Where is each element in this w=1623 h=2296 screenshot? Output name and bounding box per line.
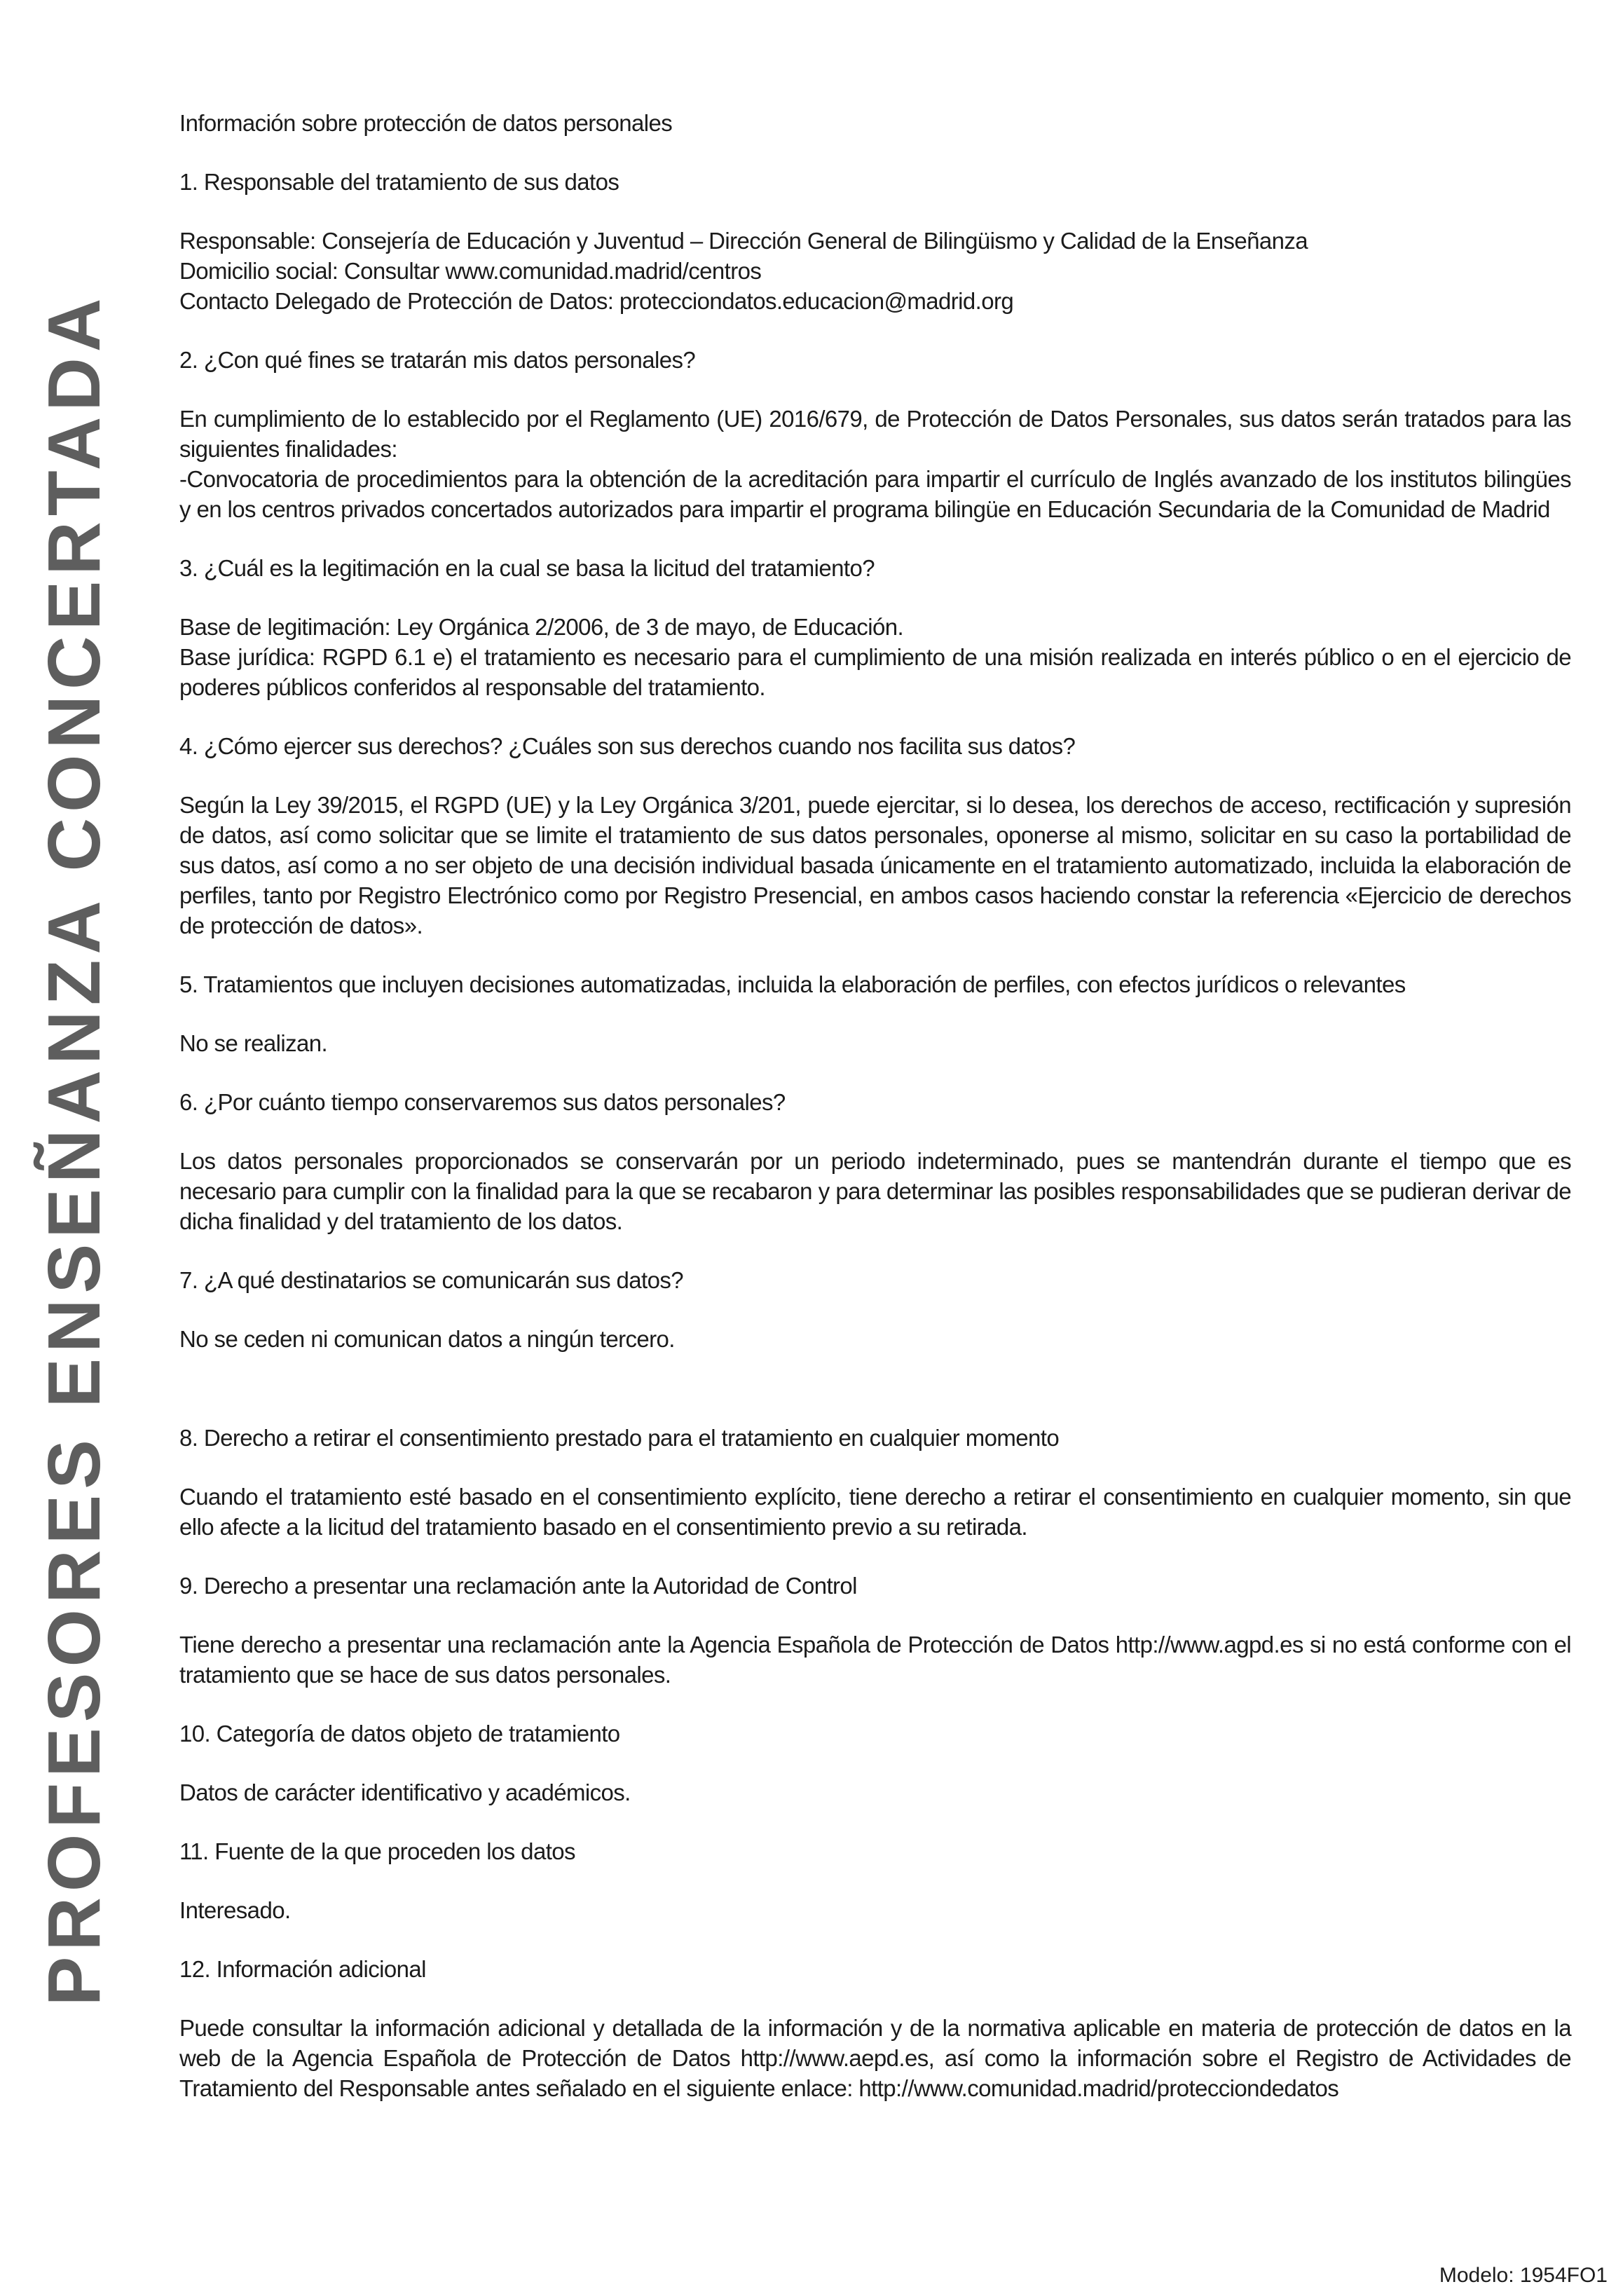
section-11-body: Interesado. (179, 1897, 291, 1923)
section-9-heading: 9. Derecho a presentar una reclamación ante la Autoridad de Control (179, 1573, 857, 1599)
section-9-body: Tiene derecho a presentar una reclamación ante la Agencia Española de Protección de Datos http://www.agpd.es si no está conforme con el tratamiento que se hace de sus datos personales. (179, 1632, 1571, 1688)
section-7-heading: 7. ¿A qué destinatarios se comunicarán sus datos? (179, 1267, 684, 1293)
document-body (179, 108, 1571, 2132)
section-12-body: Puede consultar la información adicional y detallada de la información y de la normativa aplicable en materia de protección de datos en la web de la Agencia Española de Protección de Datos http://www.aepd.es, así como la información sobre el Registro de Actividades de Tratamiento del Responsable antes señalado en el siguiente enlace: http://www.comunidad.madrid/protecciondedatos (179, 2015, 1571, 2101)
section-3-base-juridica: Base jurídica: RGPD 6.1 e) el tratamiento es necesario para el cumplimiento de una misión realizada en interés público o en el ejercicio de poderes públicos conferidos al responsable del tratamiento. (179, 644, 1571, 700)
section-5-body: No se realizan. (179, 1030, 328, 1056)
section-1-responsable: Responsable: Consejería de Educación y Juventud – Dirección General de Bilingüismo y Calidad de la Enseñanza (179, 228, 1308, 254)
section-11-heading: 11. Fuente de la que proceden los datos (179, 1838, 575, 1864)
document-title: Información sobre protección de datos personales (179, 110, 673, 136)
section-8-heading: 8. Derecho a retirar el consentimiento prestado para el tratamiento en cualquier momento (179, 1425, 1060, 1451)
section-5-heading: 5. Tratamientos que incluyen decisiones automatizadas, incluida la elaboración de perfiles, con efectos jurídicos o relevantes (179, 971, 1406, 997)
section-2-item: -Convocatoria de procedimientos para la obtención de la acreditación para impartir el currículo de Inglés avanzado de los institutos bilingües y en los centros privados concertados autorizados para impartir el programa bilingüe en Educación Secundaria de la Comunidad de Madrid (179, 466, 1571, 522)
model-code: Modelo: 1954FO1 (1439, 2264, 1608, 2287)
section-1-heading: 1. Responsable del tratamiento de sus datos (179, 169, 619, 195)
section-3-base-legitimacion: Base de legitimación: Ley Orgánica 2/2006, de 3 de mayo, de Educación. (179, 614, 904, 640)
section-4-body: Según la Ley 39/2015, el RGPD (UE) y la Ley Orgánica 3/201, puede ejercitar, si lo desea, los derechos de acceso, rectificación y supresión de datos, así como solicitar que se limite el tratamiento de sus datos personales, oponerse al mismo, solicitar en su caso la portabilidad de sus datos, así como a no ser objeto de una decisión individual basada únicamente en el tratamiento automatizado, incluida la elaboración de perfiles, tanto por Registro Electrónico como por Registro Presencial, en ambos casos haciendo constar la referencia «Ejercicio de derechos de protección de datos». (179, 792, 1571, 938)
section-6-heading: 6. ¿Por cuánto tiempo conservaremos sus datos personales? (179, 1089, 786, 1115)
section-10-heading: 10. Categoría de datos objeto de tratamiento (179, 1721, 620, 1747)
section-8-body: Cuando el tratamiento esté basado en el consentimiento explícito, tiene derecho a retirar el consentimiento en cualquier momento, sin que ello afecte a la licitud del tratamiento basado en el consentimiento previo a su retirada. (179, 1484, 1571, 1540)
side-banner-title: PROFESORES ENSEÑANZA CONCERTADA (33, 292, 116, 2007)
section-1-contacto: Contacto Delegado de Protección de Datos: protecciondatos.educacion@madrid.org (179, 288, 1014, 314)
section-10-body: Datos de carácter identificativo y académicos. (179, 1779, 631, 1805)
section-12-heading: 12. Información adicional (179, 1956, 426, 1982)
section-4-heading: 4. ¿Cómo ejercer sus derechos? ¿Cuáles son sus derechos cuando nos facilita sus datos? (179, 733, 1076, 759)
section-6-body: Los datos personales proporcionados se conservarán por un periodo indeterminado, pues se mantendrán durante el tiempo que es necesario para cumplir con la finalidad para la que se recabaron y para determinar las posibles responsabilidades que se pudieran derivar de dicha finalidad y del tratamiento de los datos. (179, 1148, 1571, 1234)
section-3-heading: 3. ¿Cuál es la legitimación en la cual se basa la licitud del tratamiento? (179, 555, 875, 581)
section-2-heading: 2. ¿Con qué fines se tratarán mis datos personales? (179, 347, 696, 373)
section-2-intro: En cumplimiento de lo establecido por el Reglamento (UE) 2016/679, de Protección de Datos Personales, sus datos serán tratados para las siguientes finalidades: (179, 406, 1571, 462)
section-1-domicilio: Domicilio social: Consultar www.comunidad.madrid/centros (179, 258, 762, 284)
section-7-body: No se ceden ni comunican datos a ningún tercero. (179, 1326, 675, 1352)
